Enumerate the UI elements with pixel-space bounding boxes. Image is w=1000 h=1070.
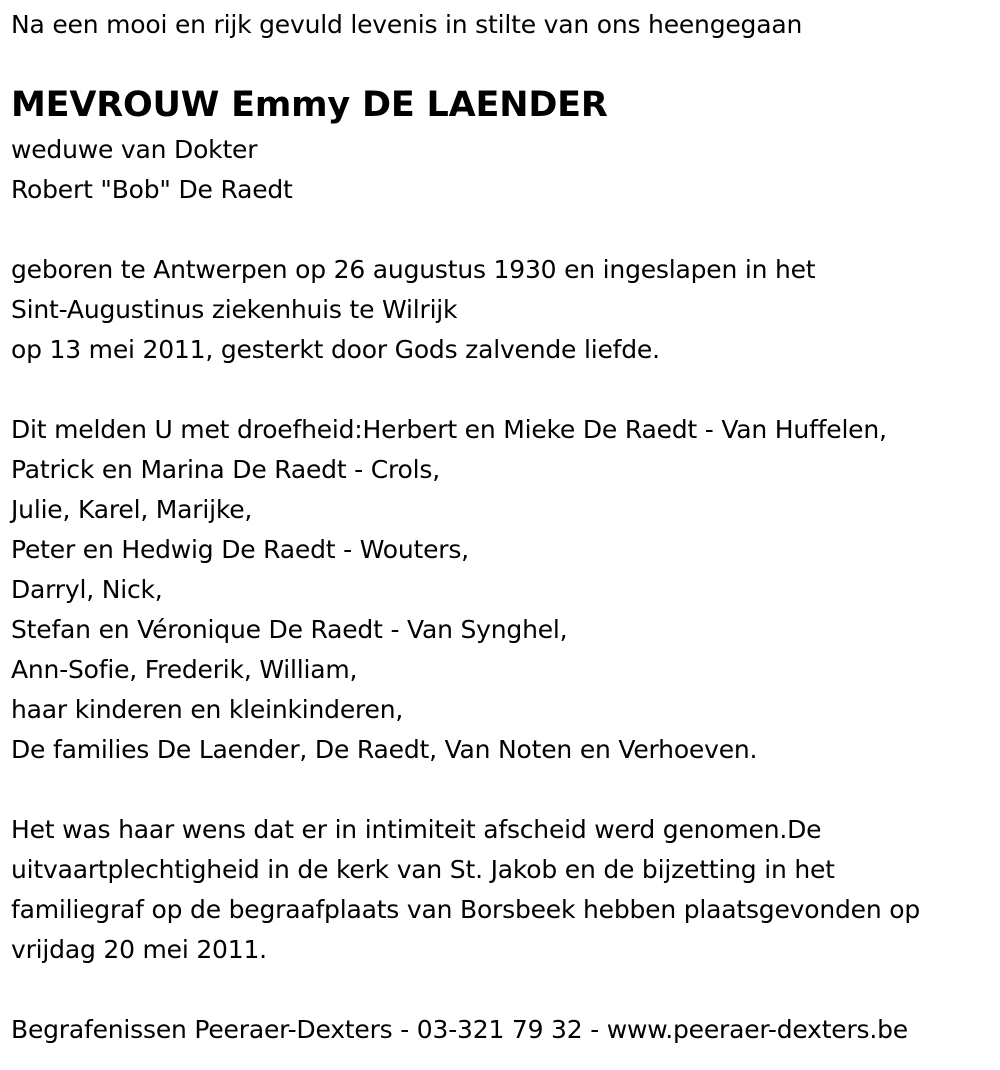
farewell-line: uitvaartplechtigheid in de kerk van St. Jakob en de bijzetting in het [11, 855, 835, 884]
spacer [11, 770, 996, 810]
obituary-notice [11, 0, 996, 1050]
farewell-section [11, 810, 996, 970]
widow-of-section [11, 130, 996, 210]
mourners-section [11, 410, 996, 770]
spacer [11, 370, 996, 410]
mourners-line: haar kinderen en kleinkinderen, [11, 695, 404, 724]
birth-death-line: op 13 mei 2011, gesterkt door Gods zalvende liefde. [11, 335, 660, 364]
mourners-line: Stefan en Véronique De Raedt - Van Synghel, [11, 615, 568, 644]
intro-text: Na een mooi en rijk gevuld levenis in stilte van ons heengegaan [11, 10, 803, 39]
deceased-name: MEVROUW Emmy DE LAENDER [11, 85, 608, 125]
farewell-line: Het was haar wens dat er in intimiteit afscheid werd genomen.De [11, 815, 822, 844]
farewell-line: familiegraf op de begraafplaats van Borsbeek hebben plaatsgevonden op [11, 895, 921, 924]
birth-death-line: Sint-Augustinus ziekenhuis te Wilrijk [11, 295, 458, 324]
mourners-line: Julie, Karel, Marijke, [11, 495, 253, 524]
mourners-line: Dit melden U met droefheid:Herbert en Mieke De Raedt - Van Huffelen, [11, 415, 887, 444]
birth-death-section [11, 250, 996, 370]
spacer [11, 45, 996, 80]
mourners-line: Patrick en Marina De Raedt - Crols, [11, 455, 440, 484]
mourners-line: Ann-Sofie, Frederik, William, [11, 655, 358, 684]
mourners-line: Peter en Hedwig De Raedt - Wouters, [11, 535, 469, 564]
widow-of-line: Robert "Bob" De Raedt [11, 175, 293, 204]
birth-death-line: geboren te Antwerpen op 26 augustus 1930 en ingeslapen in het [11, 255, 816, 284]
farewell-line: vrijdag 20 mei 2011. [11, 935, 267, 964]
widow-of-line: weduwe van Dokter [11, 135, 258, 164]
mourners-line: Darryl, Nick, [11, 575, 163, 604]
spacer [11, 970, 996, 1010]
spacer [11, 210, 996, 250]
mourners-line: De families De Laender, De Raedt, Van Noten en Verhoeven. [11, 735, 758, 764]
funeral-home-footer: Begrafenissen Peeraer-Dexters - 03-321 79 32 - www.peeraer-dexters.be [11, 1015, 908, 1044]
